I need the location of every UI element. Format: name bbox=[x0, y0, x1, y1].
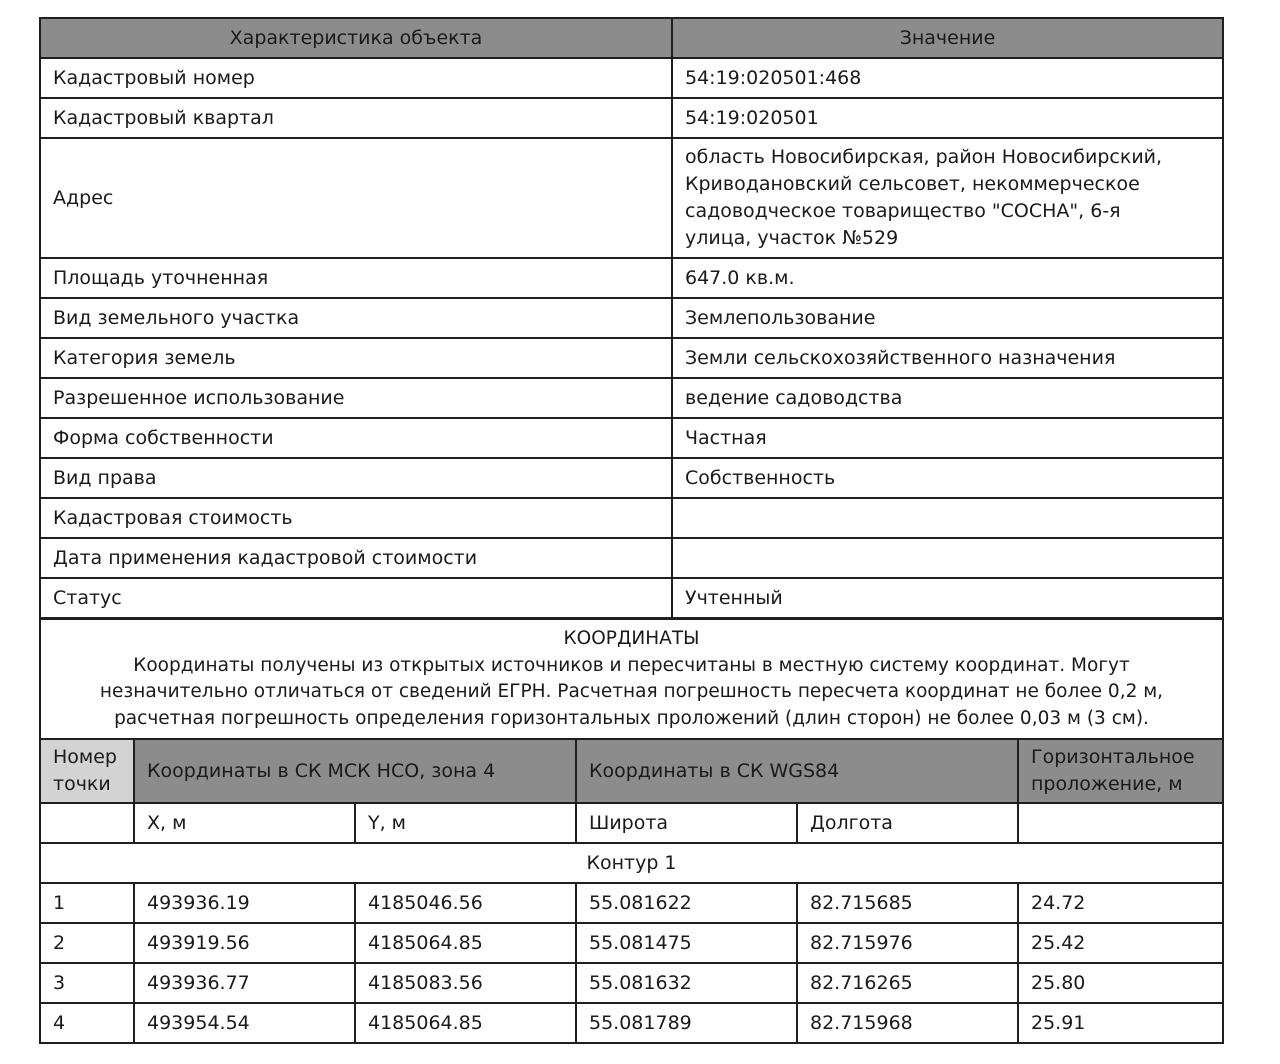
table-header-row bbox=[40, 18, 1223, 58]
row-value: Собственность bbox=[672, 458, 1223, 498]
subheader-empty bbox=[1018, 803, 1223, 843]
coordinates-header-row bbox=[40, 739, 1223, 803]
point-x: 493936.19 bbox=[134, 883, 355, 923]
row-key: Вид земельного участка bbox=[40, 298, 672, 338]
table-row bbox=[40, 1003, 1223, 1043]
header-horizontal-distance bbox=[1018, 739, 1223, 803]
row-value bbox=[672, 498, 1223, 538]
table-row bbox=[40, 298, 1223, 338]
row-key: Форма собственности bbox=[40, 418, 672, 458]
point-y: 4185064.85 bbox=[355, 923, 576, 963]
point-y: 4185083.56 bbox=[355, 963, 576, 1003]
point-lon: 82.715968 bbox=[797, 1003, 1018, 1043]
row-value: 647.0 кв.м. bbox=[672, 258, 1223, 298]
point-number: 4 bbox=[40, 1003, 134, 1043]
row-key: Дата применения кадастровой стоимости bbox=[40, 538, 672, 578]
notice-line: незначительно отличаться от сведений ЕГРН. Расчетная погрешность пересчета координат не более 0,2 м, bbox=[99, 681, 1164, 702]
point-distance: 25.42 bbox=[1018, 923, 1223, 963]
header-wgs84: Координаты в СК WGS84 bbox=[576, 739, 1018, 803]
notice-line: Координаты получены из открытых источников и пересчитаны в местную систему координат. Могут bbox=[133, 654, 1130, 676]
header-msk: Координаты в СК МСК НСО, зона 4 bbox=[134, 739, 576, 803]
row-value: Частная bbox=[672, 418, 1223, 458]
point-x: 493919.56 bbox=[134, 923, 355, 963]
coordinates-table bbox=[39, 618, 1224, 1044]
table-row bbox=[40, 923, 1223, 963]
row-value: 54:19:020501 bbox=[672, 98, 1223, 138]
header-text: точки bbox=[53, 773, 111, 795]
point-lon: 82.716265 bbox=[797, 963, 1018, 1003]
address-line: садоводческое товарищество "СОСНА", 6-я bbox=[685, 200, 1121, 222]
row-key: Кадастровый номер bbox=[40, 58, 672, 98]
row-value: Учтенный bbox=[672, 578, 1223, 618]
subheader-lat: Широта bbox=[576, 803, 797, 843]
point-x: 493954.54 bbox=[134, 1003, 355, 1043]
point-x: 493936.77 bbox=[134, 963, 355, 1003]
table-row bbox=[40, 578, 1223, 618]
coordinates-notice bbox=[40, 619, 1223, 739]
point-lat: 55.081789 bbox=[576, 1003, 797, 1043]
address-line: область Новосибирская, район Новосибирский, bbox=[685, 146, 1163, 168]
point-lat: 55.081622 bbox=[576, 883, 797, 923]
point-number: 3 bbox=[40, 963, 134, 1003]
row-value: 54:19:020501:468 bbox=[672, 58, 1223, 98]
header-text: проложение, м bbox=[1031, 773, 1183, 795]
row-key: Категория земель bbox=[40, 338, 672, 378]
table-row bbox=[40, 963, 1223, 1003]
point-y: 4185046.56 bbox=[355, 883, 576, 923]
point-distance: 24.72 bbox=[1018, 883, 1223, 923]
table-row bbox=[40, 498, 1223, 538]
point-lat: 55.081632 bbox=[576, 963, 797, 1003]
header-characteristic: Характеристика объекта bbox=[40, 18, 672, 58]
table-row bbox=[40, 538, 1223, 578]
contour-row bbox=[40, 843, 1223, 883]
point-number: 2 bbox=[40, 923, 134, 963]
notice-line: расчетная погрешность определения горизонтальных проложений (длин сторон) не более 0,03 м (3 см). bbox=[114, 707, 1149, 729]
contour-label: Контур 1 bbox=[40, 843, 1223, 883]
table-row bbox=[40, 338, 1223, 378]
subheader-lon: Долгота bbox=[797, 803, 1018, 843]
subheader-x: X, м bbox=[134, 803, 355, 843]
header-value: Значение bbox=[672, 18, 1223, 58]
coordinates-notice-row bbox=[40, 619, 1223, 739]
table-row bbox=[40, 458, 1223, 498]
point-distance: 25.91 bbox=[1018, 1003, 1223, 1043]
point-lon: 82.715976 bbox=[797, 923, 1018, 963]
row-key: Разрешенное использование bbox=[40, 378, 672, 418]
row-key: Кадастровая стоимость bbox=[40, 498, 672, 538]
point-lat: 55.081475 bbox=[576, 923, 797, 963]
point-y: 4185064.85 bbox=[355, 1003, 576, 1043]
table-row bbox=[40, 98, 1223, 138]
coordinates-title: КООРДИНАТЫ bbox=[563, 628, 700, 649]
header-point-number bbox=[40, 739, 134, 803]
subheader-y: Y, м bbox=[355, 803, 576, 843]
table-row bbox=[40, 138, 1223, 258]
table-row bbox=[40, 378, 1223, 418]
row-key: Площадь уточненная bbox=[40, 258, 672, 298]
address-line: Криводановский сельсовет, некоммерческое bbox=[685, 173, 1140, 195]
row-key: Адрес bbox=[40, 138, 672, 258]
table-row bbox=[40, 58, 1223, 98]
row-value: ведение садоводства bbox=[672, 378, 1223, 418]
point-distance: 25.80 bbox=[1018, 963, 1223, 1003]
point-lon: 82.715685 bbox=[797, 883, 1018, 923]
row-value: Земли сельскохозяйственного назначения bbox=[672, 338, 1223, 378]
table-row bbox=[40, 883, 1223, 923]
address-value bbox=[672, 138, 1223, 258]
object-characteristics-table bbox=[39, 17, 1224, 619]
row-value: Землепользование bbox=[672, 298, 1223, 338]
row-key: Статус bbox=[40, 578, 672, 618]
row-key: Вид права bbox=[40, 458, 672, 498]
row-key: Кадастровый квартал bbox=[40, 98, 672, 138]
address-line: улица, участок №529 bbox=[685, 227, 899, 249]
coordinates-subheader-row bbox=[40, 803, 1223, 843]
table-row bbox=[40, 258, 1223, 298]
subheader-empty bbox=[40, 803, 134, 843]
header-text: Номер bbox=[53, 746, 117, 768]
header-text: Горизонтальное bbox=[1031, 746, 1195, 768]
point-number: 1 bbox=[40, 883, 134, 923]
row-value bbox=[672, 538, 1223, 578]
table-row bbox=[40, 418, 1223, 458]
